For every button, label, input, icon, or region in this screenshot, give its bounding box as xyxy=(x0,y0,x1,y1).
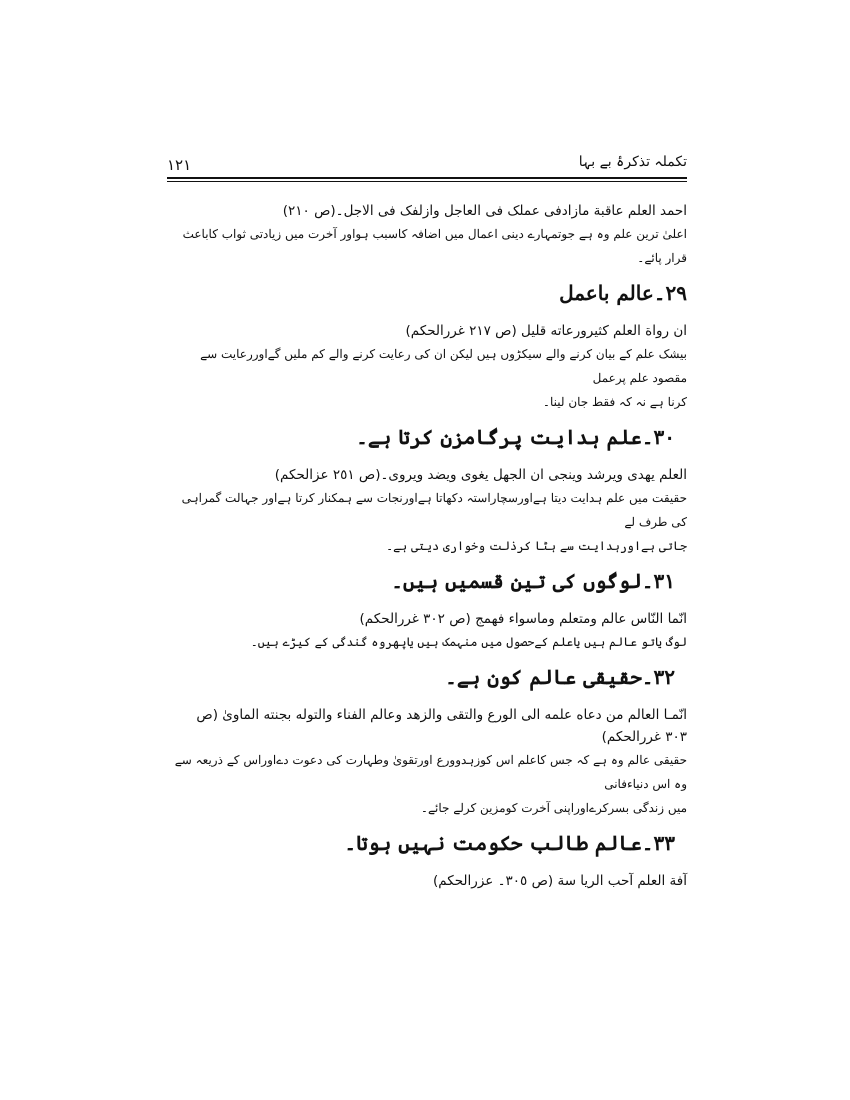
arabic-saying: ان رواة العلم کثیرورعاته قلیل (ص ٢١٧ غررالحکم) xyxy=(405,323,687,339)
section-heading: ٢٩۔عالم باعمل xyxy=(559,281,687,305)
urdu-translation: بیشک علم کے بیان کرنے والے سیکڑوں ہیں لیکن ان کی رعایت کرنے والے کم ملیں گےاوررعایت سے مقصود علم پرعمل xyxy=(200,347,687,385)
header-rule-thick xyxy=(167,177,687,179)
urdu-translation: حقیقی عالم وہ ہے کہ جس کاعلم اس کوزہدوورع اورتقویٰ وطہارت کی دعوت دےاوراس کے ذریعہ سے وہ اس دنیاءفانی xyxy=(174,753,687,791)
urdu-translation: میں زندگی بسرکرےاوراپنی آخرت کومزین کرلے جائے۔ xyxy=(420,801,687,815)
urdu-translation: کرنا ہے نہ کہ فقط جان لینا۔ xyxy=(542,395,687,409)
header-rule-thin xyxy=(167,181,687,182)
arabic-saying: احمد العلم عاقبة مازادفی عملک فی العاجل وازلفک فی الاجل۔(ص ٢١٠) xyxy=(282,203,687,219)
arabic-saying: انّما النّاس عالم ومتعلم وماسواء فهمج (ص ٣٠٢ غررالحکم) xyxy=(359,611,687,627)
section-heading: ٣٣۔عالم طالب حکومت نہیں ہوتا۔ xyxy=(344,831,675,855)
page-body xyxy=(167,200,687,892)
section-heading: ٣٠۔علم ہدایت پرگامزن کرتا ہے۔ xyxy=(356,425,675,449)
page-header xyxy=(167,152,687,182)
page-number: ١٢١ xyxy=(167,156,192,174)
urdu-translation: جاتی ہےاورہدایت سے ہٹا کرذلت وخواری دیتی ہے۔ xyxy=(386,539,687,553)
urdu-translation: اعلیٰ ترین علم وہ ہے جوتمہارے دینی اعمال میں اضافہ کاسبب ہواور آخرت میں زیادتی ثواب کاباعث قرار پائے۔ xyxy=(182,227,687,265)
urdu-translation: حقیقت میں علم ہدایت دیتا ہےاورسچاراستہ دکھاتا ہےاورنجات سے ہمکنار کرتا ہےاور جہالت گمراہی کی طرف لے xyxy=(181,491,687,529)
urdu-translation: لوگ یاتو عالم ہیں یاعلم کےحصول میں منہمک ہیں یاپھروہ گندگی کے کیڑے ہیں۔ xyxy=(250,635,687,649)
arabic-saying: العلم یهدی ویرشد وینجی ان الجهل یغوی ویضد ویروی۔(ص ٢٥١ عزالحکم) xyxy=(274,467,687,483)
arabic-saying: آفة العلم آحب الریا سة (ص ٣٠٥۔ عزرالحکم) xyxy=(433,873,687,889)
arabic-saying: انّمـا العالم من دعاه علمه الی الورع والتقی والزهد وعالم الفناء والتوله بجنته الماویٰ (ص xyxy=(196,707,687,723)
section-heading: ٣١۔لوگوں کی تین قسمیں ہیں۔ xyxy=(391,569,675,593)
section-heading: ٣٢۔حقیقی عالم کون ہے۔ xyxy=(445,665,675,689)
arabic-saying: ٣٠٣ غررالحکم) xyxy=(601,729,687,745)
running-title: تکملہ تذکرۂ بے بہا xyxy=(578,154,687,170)
